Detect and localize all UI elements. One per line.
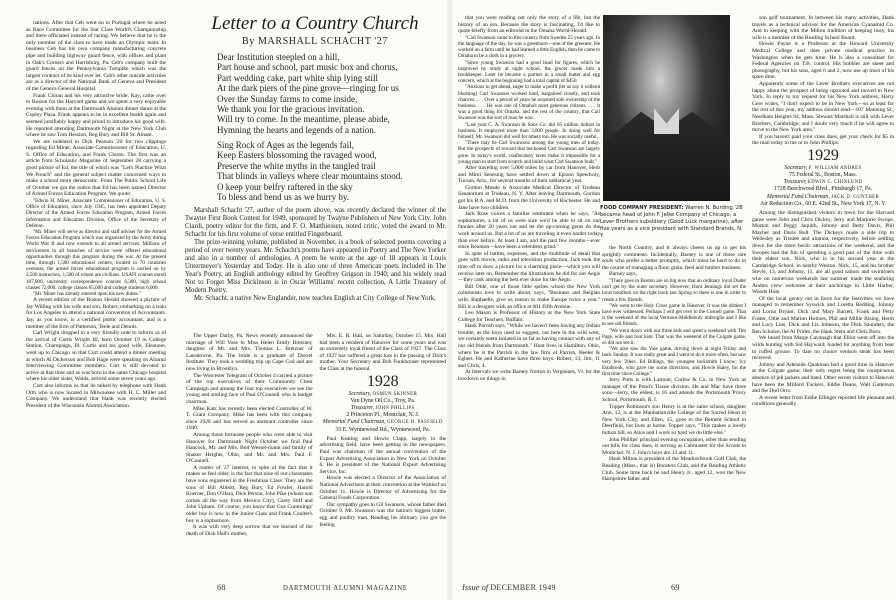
paragraph: "There may be Carl Swansons among the young men of today. But the prospects of reward that beckoned Carl Swanson are largely gone. In today's world, confiscatory taxes make it impossible for a young man to start from scratch and build what Carl Swanson built.": [458, 140, 600, 165]
poem-stanza-2: [217, 140, 447, 202]
paragraph: "Anxious to get ahead, eager to make a profit (let us say it without blushing) Carl Swanson worked hard, bargained closely, and took chances. . . . Over a period of years he acquired sole ownership of the business. . . . He was one of Omaha's most generous citizens. . . . It was a good thing for Omaha, and the rest of the country, that Carl Swanson was the sort of man he was.: [458, 84, 600, 122]
poem-line: Part wedding cake, part white ship lying still: [217, 72, 378, 83]
paragraph: If you haven't paid your class dues, get your check for $5 in the mail today to me or to John Phillips.: [752, 133, 894, 147]
photo-caption: [600, 205, 746, 240]
class-officer: [752, 179, 894, 193]
poem-byline: By MARSHALL SCHACHT '27: [242, 36, 388, 47]
right-column-a: [458, 15, 600, 383]
paragraph: Marshall Schacht '27, author of the poem above, was recently declared the winner of the Twayne First Book Contest for 1949, sponsored by Twayne Publishers of New York City. John Ciardi, poetry editor for the firm, and F. O. Matthiessen, noted critic, voted the award to Mr. Schacht for his first volume of verse entitled Fingerboard.: [185, 207, 446, 238]
paragraph: "We went to the Holy Cross game in Hanover. It was the dirtiest I have ever witnessed. Perhaps I will get over to the Cornell game. That is the weekend of the local Vermont-Middlebury imbroglio and I like to see old friends.: [602, 302, 746, 328]
officer-role: Memorial Fund Chairman,: [322, 419, 386, 426]
paragraph: Of the local gentry out in force for the festivities we have managed to remember Syswick and Loretta Redding, Johnny and Lorna Bryant, Dick and Mary Barrett, Frank and Petty Foster, Ollie and Marion Holmes, Phil and Millie Rising, Herm and Lucy Lins, Dick and Liz Johnson, the Dick Saunders, the Ben Schulze, the Al Prides, the Hank Stein and Chris Born.: [752, 295, 894, 335]
left-lower-columns: [186, 333, 446, 537]
paragraph: Paul Keating and Howie Clapp, largely in the advertising field, have been getting in the newspapers. Paul was chairman of the annual convention of the Export Advertising Association in New York on October 6. He is president of the National Export Advertising Service, Inc.: [319, 435, 446, 475]
paragraph: Jerry Potts is with Lamont, Corliss & Co. in New York as manager of the Pond's Tissue division. He and Mac have three sons—Jerry, the eldest, is 16 and attends the Portsmouth Priory School, Portsmouth, R. I.: [602, 377, 746, 403]
paragraph: Carl Wright dropped in a very friendly note to inform us of the arrival of Curtis Wright III, born October 19 in College Station, Champaign, Ill. Curtis and his good wife, Eleanore, went up to Chicago so that Curt could attend a dinner meeting at which Al Dickerson and Bob Hage were speaking on Alumni Interviewing Committee members. Curt is still devoted to active at that time and as was born in the same Chicago hospital where his older sister, Walda, arrived some seven years ago.: [26, 330, 166, 383]
right-column-c: [752, 15, 894, 408]
paragraph: "Last year C. A. Swanson & Sons Co. did 65 million dollars in business. It employed more than 3,000 people. In doing well for himself, Mr. Swanson did well for others too. He was socially useful.: [458, 121, 600, 141]
paragraph: Hank Parrish says, "While we haven't been having any Indian trouble, as the boys used to suggest, out here in the wild west, we certainly seem isolated in so far as having contact with any of our old friends from Dartmouth." Hunt lives in Hamilton, Ohio, where he is the Parrish in the law firm of Parrish, Beeler & Egbert. He and Katherine have three boys: Robert, 13; Jim, 11 and Chris, 4.: [458, 323, 600, 369]
class-year-heading: 1928: [366, 372, 399, 390]
paragraph: We are indebted to Dick Pearson '20 for two clippings regarding Ed Miner, Associate Commissioner of Education, U. S. Office of Education, and Frank Cloran. The first was an article from Scholastic Magazine of September 28 carrying a good picture of Ed, the title of which was "Let's Practice What We Preach" and the general subject matter concerned ways to make a school more democratic. From The Public School Life of October we got the notice that Ed has been named Director of Armed Forces Education Program. We quote:: [26, 138, 166, 198]
paragraph: Apparently some of the Lever Brothers executives are not happy about the prospect of being uprooted and moved to New York. In reply to my request for his New York address, Harry Gere writes, "I don't expect to be in New York—so at least for the rest of this year, my address should read—107 Manning St., Needham Heights 94, Mass. Stewart Marshall is still with Lever Brothers, Cambridge; and I doubt very much if he will agree to move to the New York area.": [752, 80, 894, 134]
photo-collar-shape: [654, 108, 679, 134]
class-officer: [752, 165, 894, 179]
paragraph: Frank Cloran and his very attractive bride, Kay, came over to Boston for the Harvard game and we spent a very enjoyable evening with them at the Dartmouth Alumni dinner dance at the Copley Plaza. Frank appears to be in excellent health again and seemed justifiably happy and proud to introduce his good wife. He reported attending Dartmouth Night at the New York Club where he saw Tom Hession, Reg Bury and Bill St. Amant.: [26, 92, 166, 139]
poem-line: O keep your belfry raftered in the sky: [217, 181, 353, 192]
poem-line: Dear Institution steepled on a hill,: [217, 52, 340, 62]
paragraph: "Mr. Miner has already entered upon his new duties.": [33, 291, 141, 298]
caption-text: Warren N. Burding '28 became head of John F. Jelke Company of Chicago, a Lever Brothers subsidiary (Good Luck margarine), after five years as a vice president with Standard Brands, N. Y.: [600, 205, 744, 239]
page-gutter: [447, 0, 453, 600]
class-officer: [320, 419, 447, 433]
officer-role: Memorial Fund Chairman,: [766, 193, 830, 200]
paragraph: Topper Robinson's son Henry is at the same school, daughter Ann, 12, is at the Manhattanville College of the Sacred Heart in New York City, and Ellen, 15, goes to the Bement School in Deerfield, but lives at home. Topper says, "This makes a lovely tuition bill, so Alice and I work so hard we do little else.": [602, 403, 746, 436]
paragraph: A recent letter from Eddie Ellinger reported life pleasant and conditions generally: [752, 394, 894, 408]
class-officer: [320, 391, 447, 405]
officer-address: Air Reduction Co., 60 E. 42nd St., New York 17, N. Y.: [759, 200, 887, 207]
paragraph: It was with very deep sorrow that we learned of the death of Dick Hall's mother,: [186, 524, 313, 537]
left-lower-column-b: [320, 333, 447, 528]
paragraph: Leo Mason is Professor of History at the New York State College for Teachers, Buffalo.: [458, 310, 600, 323]
paragraph: Howie was elected a Director of the Association of National Advertisers at their convention at the Waldorf on October 11. Howie is Director of Advertising for the General Foods Corporation.: [319, 475, 446, 502]
issue-prefix: Issue of: [462, 582, 489, 592]
poem-line: To bless and bend us as we hurry by.: [217, 192, 350, 203]
poem-article-text: [185, 207, 446, 303]
paragraph: Hank Milton is president of the Meadowbrook Golf Club, the Reading (Mass., that is) Boosters Club, and the Reading Athletic Club. Some time back he and Henry Jr., aged 12, won the New Hampshire father and: [602, 456, 746, 483]
paragraph: Among those fortunate people who were able to visit Hanover for Dartmouth Night October we find Paul Hancock, Mr. and Mrs. Bud Wessel-mann and family of Shaker Heights, Ohio, and Mr. and Mrs. Paul F. O'Connell.: [186, 431, 313, 465]
paragraph: Howie Payne is a Professor at the Howard University Medical College and does private medical practice in Washington when he gets time. He is also a consultant for Federal Agencies on T.B. control. His hobbies are skeet and photography, but his sons, aged 6 and 2, now use up most of his spare time.: [752, 41, 894, 81]
officer-role: Treasurer,: [350, 404, 374, 411]
paragraph: Bill Olde, one of those little sprites whom the New York columnists love to write about, says, "Business and Belgian wife, Raphaelle, give us reason to make Europe twice a year." Bill is a designer with an office at 601 Fifth Avenue.: [458, 283, 600, 310]
paragraph: Barney says,: [609, 271, 637, 278]
paragraph: Curt also informs us that he talked by telephone with Hank Orth who is now located in Milwaukee with H. C. Miller and Company. We understand that Hank was recently elected President of the Wisconsin Alumni Association.: [26, 383, 166, 409]
officer-address: 75 Federal St., Boston, Mass.: [789, 172, 857, 179]
paragraph: "There goes in Boston are so big now that an ordinary loyal Duder can't get by the outer secretary. However, Hunt Jennings did set the local hoodlum on the right track last Spring so there is one in order to create a few friends.: [602, 277, 746, 303]
portrait-photo: [603, 15, 730, 201]
officer-role: Secretary,: [348, 390, 372, 397]
paragraph: The prize-winning volume, published in November, is a book of selected poems covering a period of over twenty years. Mr. Schacht's poems have appeared in Poetry and The New Yorker and also in a number of anthologies. A poem he wrote at the age of 18 appears in Louis Untermeyer's Yesterday and Today. He is also one of three American poets included in The Year's Poetry, an English anthology edited by Geoffrey Grigson in 1940; and his widely read Not to Forget Miss Dickinson is in Oscar Williams' recent collection, A Little Treasury of Modern Poetry.: [185, 239, 446, 294]
class-officer: [752, 194, 894, 208]
poem-line: Over the Sunday farms to come inside,: [217, 93, 358, 104]
poem-line: Part house and school, part music box and chorus,: [217, 62, 398, 73]
paragraph: Mike Katz has recently been elected Controller of W. T. Grant Company. Mike has been with this company since 1928 and has served as assistant controller since 1940.: [186, 405, 313, 432]
poem-line: That blinds in valleys where clear mountains stood.: [217, 171, 403, 182]
poem-stanza-1: [217, 52, 447, 135]
officer-role: Treasurer,: [783, 179, 807, 186]
officer-address: 33 E. Wynnewood Rd., Wynnewood, Pa.: [335, 426, 431, 433]
paragraph: that you were reading not only the story of a life, but the history of an era. Because the story is fascinating, I'd like to quote briefly from an editorial in the Omaha World-Herald.: [458, 15, 600, 35]
paragraph: "Edwin H. Miner, Associate Commissioner of Education, U. S. Office of Education, since July 1945, has been appointed Deputy Director of the Armed Forces Education Program, Armed Forces Information and Education Division, Office of the Secretary of Defense.: [26, 198, 166, 229]
officer-address: 2 Princeton Pl., Montclair, N. J.: [346, 412, 420, 419]
paragraph: A recent edition of the Boston Herald showed a picture of Jay Willing with his wife and son, Robert, embarking on a train for Los Angeles to attend a national convention of Accountants. Jay, as you know, is a certified public accountant, and is a member of the firm of Patterson, Teele and Dennis.: [26, 297, 166, 330]
officer-role: Secretary,: [784, 164, 808, 171]
left-lower-column-a: [186, 333, 313, 537]
issue-date: DECEMBER 1949: [490, 583, 556, 592]
paragraph: We heard from Marge Cavanagh that Elliot went off into the wilds hunting with Sid Hayward, loaded for anything from bear to ruffed grouse. To date no choice venison steak has been received.: [752, 335, 894, 362]
poem-line: Preserve the white myths in the tangled trail: [217, 160, 376, 171]
poem-title: Letter to a Country Church: [211, 13, 419, 34]
paragraph: After traveling over 5,000 miles by car from Hanover, Herb and Mimi Senesnig have settled down at Epsom Speedway, Tucson, Ariz., for several months of their sabbatical year.: [458, 165, 600, 185]
caption-heading: FOOD COMPANY PRESIDENT:: [600, 205, 684, 211]
officer-name: JACK D. GUNTHER: [831, 194, 880, 200]
paragraph: nations. After that Ceb went on to Portugal where he acted as Race Committee for the Star Class World's Championship and there officiated instead of racing. We believe that he is the only member of the class to have made an Olympic team. In business Ceb has his own company manufacturing concrete pipe and building highway guard fence, with offices and plant in Oak's Corners and Harrisburg, Pa. Ceb's company built the guard fences on the Pennsylvania Turnpike which was the largest contract of its kind ever let. Ceb's other outside activities are as a director of the National Bank of Geneva and President of the Geneva General Hospital.: [26, 20, 166, 92]
paragraph: Among the distinguished visitors in town for the Harvard game were John and Chris Dickey, Jerry and Marjorie Swope, Morton and Peggy Jaquith, Johnny and Betty Davis, Phil Mayher and Doris Bull. The Dickeys made a side trip to Wellesley as Trustee and alumna, respectively, before settling down for the more hectic attractions of the weekend, and the Swopes had the fun of spending a good part of the time with their eldest son, Nick, who is in his second year at the Cambridge School, in nearby Weston. Nick, 15, and his brother Stevie, 13, and Johnny, 11, are all good sailors and swimmers who on numerous weekends last summer made the seafaring Andres crew welcome at their anchorage in Little Harbor, Woods Hole.: [752, 210, 894, 296]
officer-name: GEORGE H. PASFIELD: [387, 420, 443, 426]
poem-line: Sing Rock of Ages as the legends fail,: [217, 140, 354, 150]
paragraph: "Carl Swanson came to this country from Sweden 55 years ago. In the language of the day, he was a greenhorn—one of the greenest. He worked on a farm until he had learned a little English, then he came to Omaha to be a clerk in a grocery.: [458, 34, 600, 60]
paragraph: At intervals we write Barney Norton in Vergennes, Vt. for the lowdown on things in: [458, 369, 600, 383]
officer-name: EDWIN C. CHINLUND: [807, 180, 863, 186]
paragraph: son golf tournament. In between his many activities, Hank travels as a technical advisor for the American Cyanamid Co. And in keeping with the Milton tradition of keeping busy, his wife is a member of the Reading School Board.: [752, 15, 894, 41]
poem-line: Will try to come. In the meantime, please abide,: [217, 114, 390, 125]
poem-line: We thank you for the gracious invitation.: [217, 104, 365, 115]
class-year-heading: 1929: [807, 146, 839, 164]
right-column-b: [602, 245, 746, 483]
paragraph: "Mr. Miner will serve as director and staff adviser for the Armed Forces Education Program which was organized by the Army during World War II and now extends to all armed services. Millions of servicemen in all branches of service were offered educational opportunities through this program during the war. At the present time, through 1,500 educational centers, located in 70 countries overseas, the armed forces educational program is carried on by 2,500 instructors, 1,500 of whom are civilians. USAFI courses enroll 107,000, university correspondence courses 6,300, high school classes 72,000, college classes 65,000 and college students 6,000.: [26, 229, 166, 291]
paragraph: the North Country, and it always cheers us up to get his sprightly comments. Incidentally, Barney is one of those rare souls who prefer a better promptly, which must be hard to do in the course of managing a flour, grain, feed and lumber business.: [602, 245, 746, 271]
class-officer: [320, 405, 447, 419]
paragraph: Mrs. E. R. Hall, on Saturday, October 15. Mrs. Hall had been a resident of Hanover for some years and was an extremely loyal friend of the Class of 1927. The Class of 1927 has suffered a great loss in the passing of Dick's mother. Your Secretary and Bob Funkhouser represented the Class at the funeral.: [319, 333, 446, 372]
paragraph: The Upper Darby, Pa. News recently announced the marriage of Will Vose to Miss Helen Emily Bretzner, daughter of Mr. and Mrs. Thomas L. Bretzner of Lansdowne, Pa. The bride is a graduate of Drexel Institute. They took a wedding trip up Cape Cod and are now living in Brooklyn.: [186, 333, 313, 372]
page-number-left: 68: [217, 582, 226, 592]
poem-line: Keep Easters blossoming the ravaged wood,: [217, 150, 377, 161]
poem-line: Hymning the hearts and legends of a nation.: [217, 124, 376, 135]
paragraph: "Since young Swanson had a good head for figures, which he improved by study at night school, the grocer made him a bookkeeper. Later he became a partner in a small butter and egg concern, which at the beginning had a total capital of $450.: [458, 59, 600, 85]
paragraph: "We went down with our three kids and spent a weekend with Tim Page, wife and four kids. That was the weekend of the Colgate game, so did not see it.: [602, 327, 746, 346]
paragraph: A matter of '27 interest, in spite of the fact that it makes us feel older, is the fact that nine of our classmates have sons registered in the Freshman Class. They are the sons of Bill Abbott, Reg Bury, Ed Fowler, Harold Koerner, Don O'Hara, Dick Person, John Pike (whose son comes all the way from Mexico City), Carey Stiff and John Upham. Of course, you know that Gus Cummings' older boy is now in the Junior Class and Frank Coulter's boy is a sophomore.: [186, 464, 313, 524]
paragraph: Johnny and Adelaide Quakman had a good time in Hanover at the Colgate game; their only regret being the conspicuous absence of jeli jackets and band. Other recent visitors to Hanover have been the Milford Tuckers, Eddie Deans, Walt Gutterson and the Dud Orrs.: [752, 361, 894, 395]
paragraph: The Worcester Telegram of October 4 carried a picture of the top executives of their Community Chest Campaign and among the four top executives we see the young and smiling face of Paul O'Connell who is budget chairman.: [186, 372, 313, 405]
paragraph: Our sympathy goes to Gil Swanson, whose father died October 9. Mr. Swanson was the nation's biggest butter, egg and poultry man. Reading his obituary you got the feeling: [319, 501, 446, 528]
paragraph: John Phillips' principal evening occupation, other than sending out bills for class dues, is serving as Cubmaster for the Scouts in Montclair, N. J. John's boys are 13 and 11.: [602, 436, 746, 456]
officer-address: 1728 Beechwood Blvd., Pittsburgh 17, Pa.: [773, 186, 873, 193]
magazine-title: DARTMOUTH ALUMNI MAGAZINE: [283, 585, 408, 592]
footer-magazine-name: [283, 582, 407, 594]
paragraph: Jack Rose voices a familiar sentiment when he says, "As sophomores, a lot of us were sure we'd be able to sit on our fannies after 20 years out and let the up-coming gents do the work around us. But a lot of us are traveling it even harder today than ever before. At least I am, and the past few months—ever since Reunion—have been a relentless grind.": [458, 211, 600, 251]
paragraph: Mr. Schacht, a native New Englander, now teaches English at City College of New York.: [194, 295, 436, 302]
page-number-right: 69: [671, 582, 680, 592]
paragraph: Gordon Meade is Associate Medical Director of Trudeau Sanatorium at Trudeau, N. Y. After leaving Dartmouth, Gordon got his B.A. and M.D. from the University of Rochester. He and Jane have two children.: [458, 184, 600, 211]
left-column-text: [26, 20, 166, 409]
officer-address: Van Dyne Oil Co., Troy, Pa.: [350, 397, 416, 404]
paragraph: In spite of battles, expenses, and the multitude of detail that goes with movie, radio and television production, Jack took the time off to draw a picture for a charming piece—which you will receive later on. Remember the illustrations he did for our Aegis—they rank among the best ever done for the Aegis.: [458, 250, 600, 284]
poem-line: At the dark piers of the pine grove—ringing for us: [217, 83, 399, 94]
officer-name: JOHN PHILLIPS: [375, 405, 415, 411]
footer-issue: [462, 582, 556, 593]
officer-name: F. WILLIAM ANDRES: [808, 165, 862, 171]
officer-name: OSMUN SKINNER: [372, 391, 418, 397]
paragraph: "We also saw the Yale game, driving down at night Friday and back Sunday. It was really great and I went to do it more often, but saw very few '28ers. Ed Billings, the youngest locksmith I know; Ivy Estabrook, who gave me some directions, and Howie Haley, for the first time since College.": [602, 346, 746, 378]
